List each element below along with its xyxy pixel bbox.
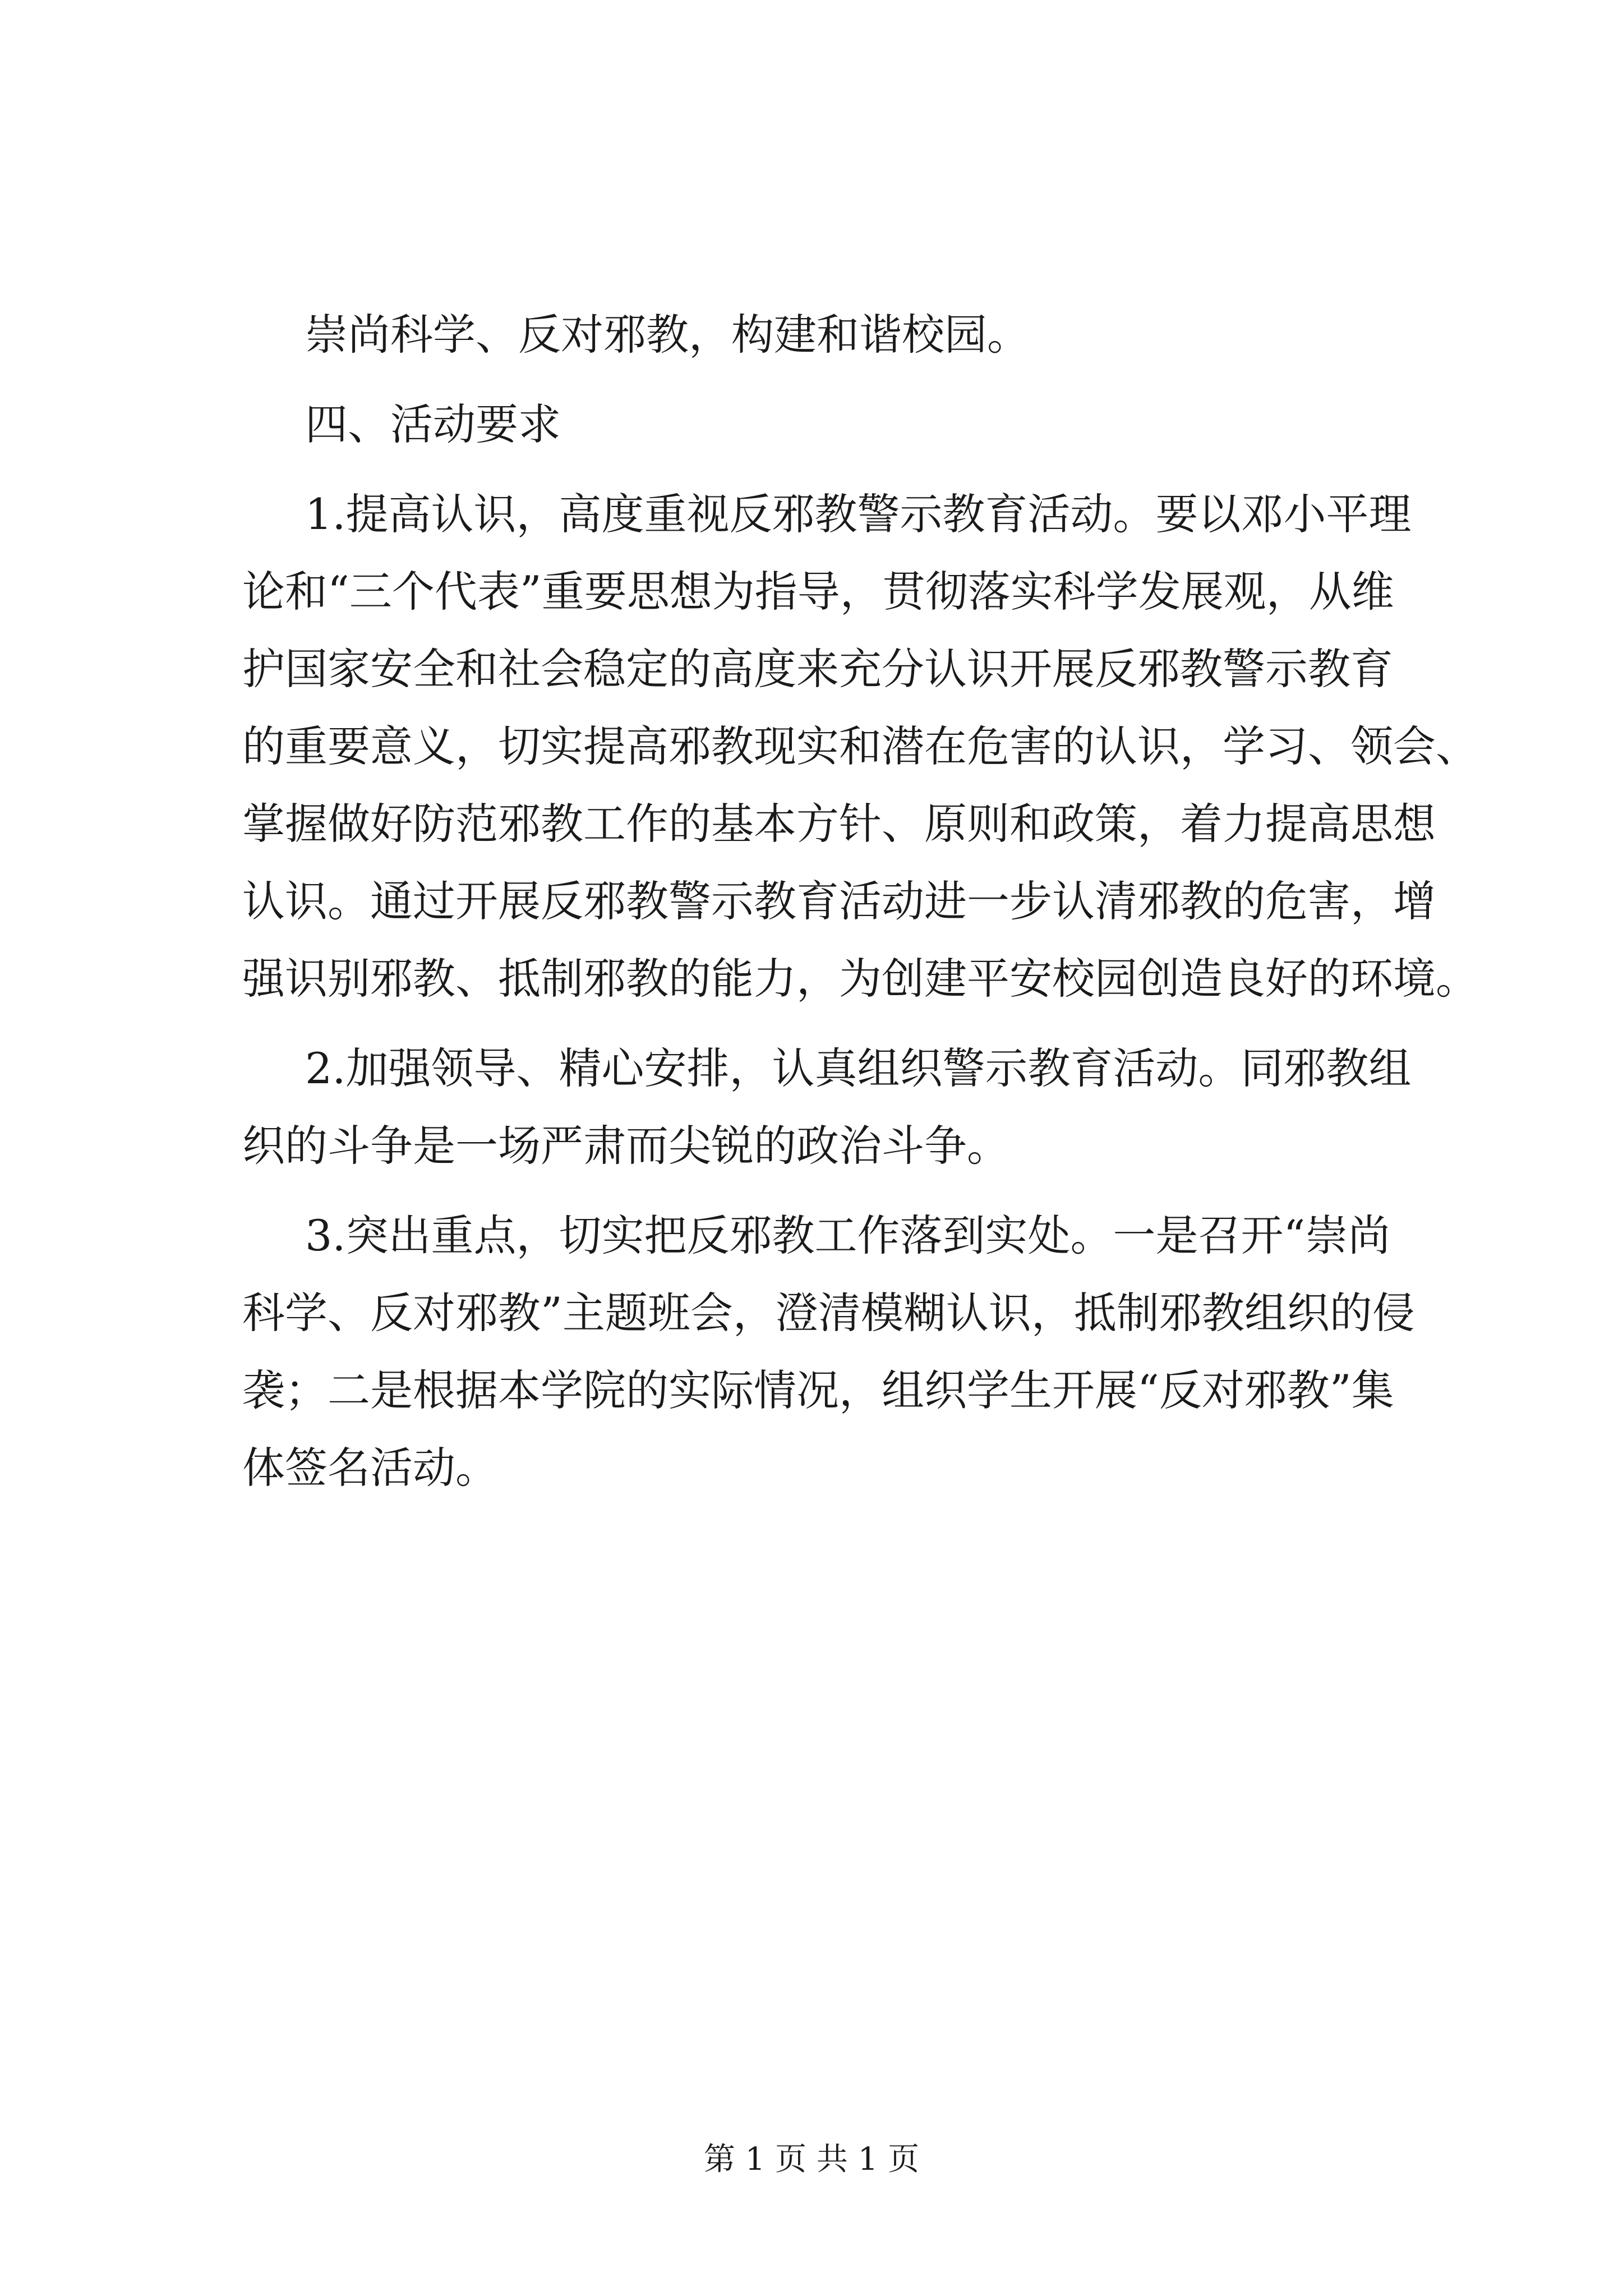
page-number-footer: 第 1 页 共 1 页: [703, 2141, 920, 2178]
text-line: 的重要意义，切实提高邪教现实和潜在危害的认识，学习、领会、: [242, 721, 1478, 771]
section-heading: [242, 386, 1419, 463]
document-body: [242, 296, 1478, 1507]
paragraph-item-3: [242, 1197, 1419, 1507]
text-line: 织的斗争是一场严肃而尖锐的政治斗争。: [242, 1121, 1009, 1171]
text-line: 1.提高认识，高度重视反邪教警示教育活动。要以邓小平理: [305, 489, 1412, 539]
text-line: 3.突出重点，切实把反邪教工作落到实处。一是召开“崇尚: [305, 1211, 1391, 1260]
text-line: 强识别邪教、抵制邪教的能力，为创建平安校园创造良好的环境。: [242, 954, 1478, 1004]
text-line: 掌握做好防范邪教工作的基本方针、原则和政策，着力提高思想: [242, 799, 1436, 849]
text-line: 论和“三个代表”重要思想为指导，贯彻落实科学发展观，从维: [242, 567, 1394, 616]
text-line: 护国家安全和社会稳定的高度来充分认识开展反邪教警示教育: [242, 644, 1393, 694]
paragraph-item-2: [242, 1030, 1419, 1185]
text-line: 认识。通过开展反邪教警示教育活动进一步认清邪教的危害，增: [242, 876, 1436, 926]
text-line: 科学、反对邪教”主题班会，澄清模糊认识，抵制邪教组织的侵: [242, 1288, 1415, 1338]
text-line: 体签名活动。: [242, 1443, 498, 1493]
text-line: 崇尚科学、反对邪教，构建和谐校园。: [305, 310, 1030, 360]
section-heading-text: 四、活动要求: [305, 399, 561, 449]
paragraph-item-1: [242, 476, 1478, 1018]
paragraph-closing-line: [242, 296, 1419, 374]
text-line: 2.加强领导、精心安排，认真组织警示教育活动。同邪教组: [305, 1043, 1412, 1093]
text-line: 袭；二是根据本学院的实际情况，组织学生开展“反对邪教”集: [242, 1365, 1394, 1415]
